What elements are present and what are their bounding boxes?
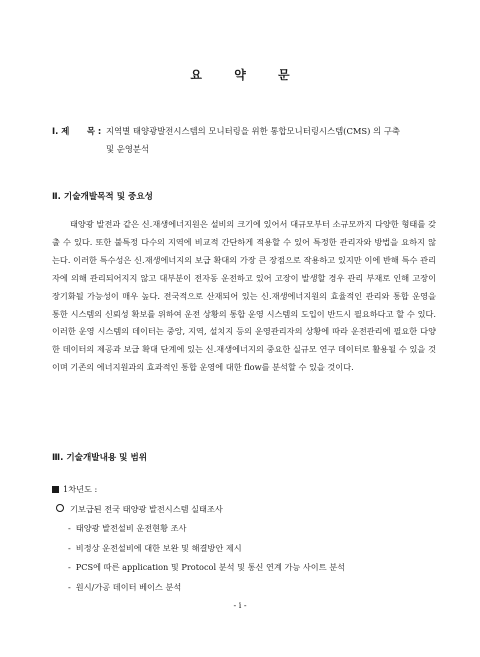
- label-right: 목: [86, 126, 95, 136]
- section-2-paragraph: 태양광 발전과 같은 신․재생에너지원은 설비의 크기에 있어서 대규모부터 소규모까지 다양한 형태를 갖출 수 있다. 또한 불특정 다수의 지역에 비교적 간단하게 적용할 수 있어 특정한 관리자와 방법을 요하지 않는다. 이러한 특수성은 신․재생에너지의 보급 확대의 가장 큰 장점으로 작용하고 있지만 이에 반해 특수 관리자에 의해 관리되어지지 않고 대부분이 전자동 운전하고 있어 고장이 발생할 경우 관리 부재로 인해 고장이 장기화될 가능성이 매우 높다. 전국적으로 산재되어 있는 신․재생에너지원의 효율적인 관리와 통합 운영을 통한 시스템의 신뢰성 확보를 위하여 운전 상황의 통합 운영 시스템의 도입이 반드시 필요하다고 할 수 있다. 이러한 운영 시스템의 데이터는 중앙, 지역, 설치지 등의 운영관리자의 상황에 따라 운전관리에 필요한 다양한 데이터의 제공과 보급 확대 단계에 있는 신․재생에너지의 중요한 실규모 연구 데이터로 활용될 수 있을 것이며 기존의 에너지원과의 효과적인 통합 운영에 대한 flow를 분석할 수 있을 것이다.: [52, 219, 436, 373]
- circle-bullet-icon: [56, 504, 64, 512]
- section-title-line-1: [52, 122, 432, 140]
- page-title: 요 약 문: [190, 68, 304, 82]
- list-item-text: 태양광 발전설비 운전현황 조사: [75, 523, 187, 533]
- section-title-text-1: 지역별 태양광발전시스템의 모니터링을 위한 통합모니터링시스템(CMS) 의 구축: [106, 126, 401, 136]
- list-item-text: PCS에 따른 application 및 Protocol 분석 및 통신 연계 가능 사이트 분석: [75, 562, 346, 572]
- section-3-list: [52, 484, 442, 601]
- label-left: Ⅰ. 제: [52, 126, 70, 136]
- section-3-heading: Ⅲ. 기술개발내용 및 범위: [52, 453, 148, 463]
- dash-bullet-icon: -: [68, 523, 71, 533]
- page-number: - i -: [233, 601, 247, 610]
- section-2-heading: Ⅱ. 기술개발목적 및 중요성: [52, 192, 153, 202]
- section-title-text-2: 및 운영분석: [106, 144, 150, 154]
- dash-bullet-icon: -: [68, 562, 71, 572]
- list-item-text: 원시/가공 데이터 베이스 분석: [75, 581, 182, 592]
- section-title-label: [52, 122, 106, 140]
- list-item-text: 비정상 운전설비에 대한 보완 및 해결방안 제시: [75, 542, 242, 553]
- list-item: [52, 562, 442, 582]
- section-2-body: [52, 216, 436, 377]
- list-item: [52, 523, 442, 543]
- section-title-block: [52, 122, 432, 158]
- list-item: [52, 543, 442, 563]
- square-bullet-icon: [52, 486, 59, 493]
- dash-bullet-icon: -: [68, 542, 71, 553]
- list-item: [52, 504, 442, 524]
- list-item: [52, 484, 442, 504]
- list-item: [52, 582, 442, 602]
- list-item-text: 기보급된 전국 태양광 발전시스템 실태조사: [70, 503, 223, 514]
- list-item-text: 1차년도 :: [63, 484, 98, 494]
- label-colon: :: [97, 126, 102, 136]
- dash-bullet-icon: -: [68, 581, 71, 592]
